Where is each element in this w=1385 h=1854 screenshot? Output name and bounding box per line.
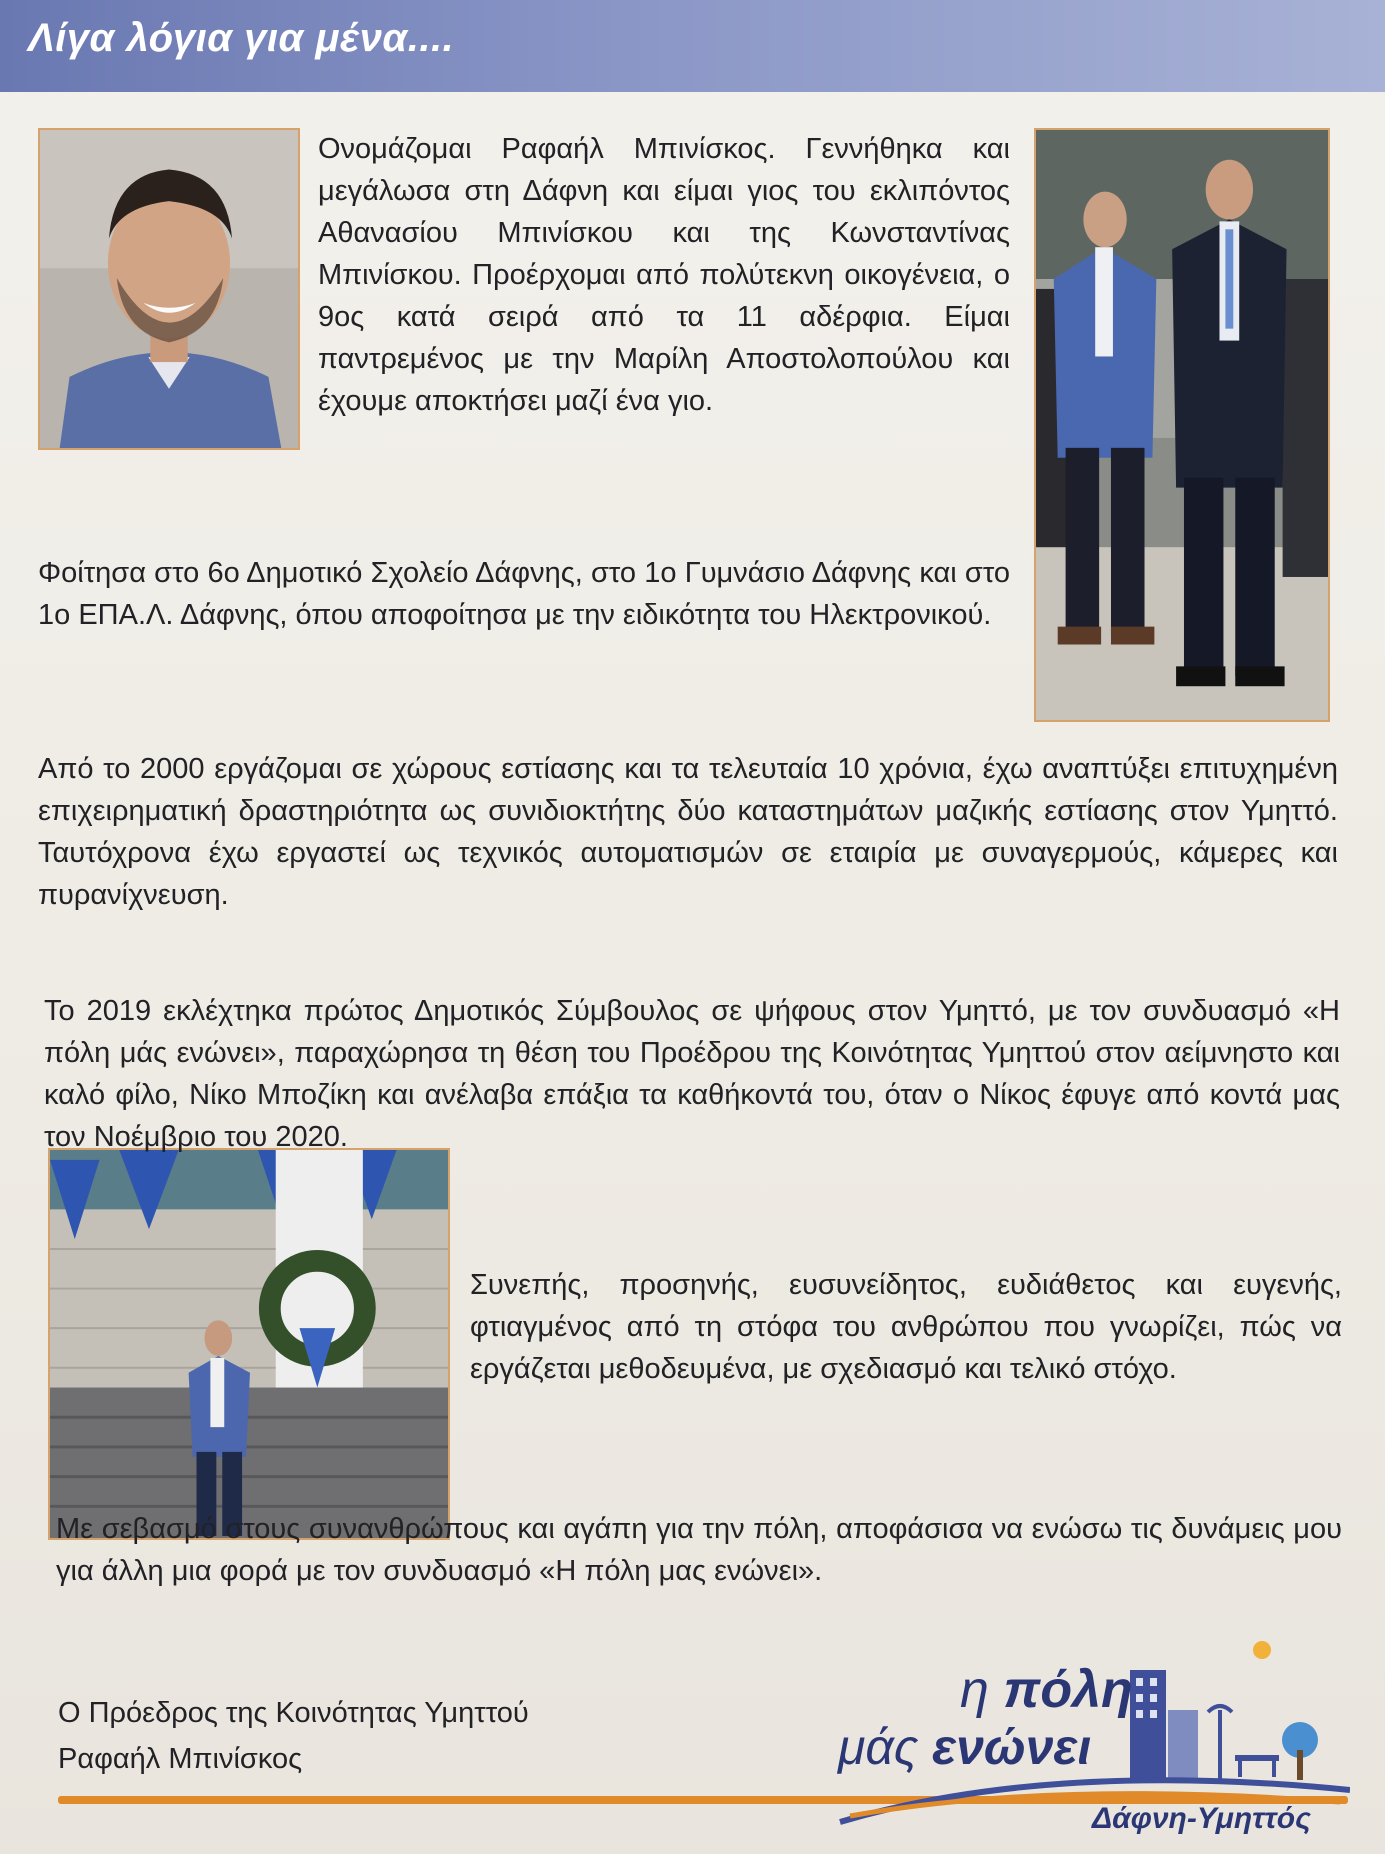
paragraph-5 <box>470 1264 1342 1390</box>
paragraph-5-text: Συνεπής, προσηνής, ευσυνείδητος, ευδιάθετος και ευγενής, φτιαγμένος από τη στόφα του ανθρώπου που γνωρίζει, πώς να εργάζεται μεθοδευμένα, με σχεδιασμό και τελικό στόχο. <box>470 1269 1342 1385</box>
paragraph-6-text: Με σεβασμό στους συνανθρώπους και αγάπη για την πόλη, αποφάσισα να ενώσω τις δυνάμεις μου για άλλη μια φορά με τον συνδυασμό «Η πόλη μας ενώνει». <box>56 1513 1342 1587</box>
logo-word-mas: μάς <box>838 1719 919 1775</box>
campaign-logo <box>830 1640 1350 1835</box>
logo-subtitle: Δάφνη-Υμηττός <box>1092 1802 1311 1835</box>
portrait-photo <box>38 128 300 450</box>
signature-role: Ο Πρόεδρος της Κοινότητας Υμηττού <box>58 1697 529 1729</box>
paragraph-6 <box>56 1508 1342 1592</box>
page-title: Λίγα λόγια για μένα.... <box>28 16 455 60</box>
paragraph-4 <box>44 990 1340 1158</box>
paragraph-2 <box>38 552 1010 636</box>
signature-name: Ραφαήλ Μπινίσκος <box>58 1743 303 1775</box>
group-photo <box>1034 128 1330 722</box>
paragraph-2-text: Φοίτησα στο 6ο Δημοτικό Σχολείο Δάφνης, στο 1ο Γυμνάσιο Δάφνης και στο 1ο ΕΠΑ.Λ. Δάφνης, όπου αποφοίτησα με την ειδικότητα του Ηλεκτρονικού. <box>38 557 1010 631</box>
paragraph-3 <box>38 748 1338 916</box>
logo-line-2 <box>838 1718 1091 1776</box>
header-band <box>0 0 1385 92</box>
paragraph-3-text: Από το 2000 εργάζομαι σε χώρους εστίασης και τα τελευταία 10 χρόνια, έχω αναπτύξει επιτυχημένη επιχειρηματική δραστηριότητα ως συνιδιοκτήτης δύο καταστημάτων μαζικής εστίασης στον Υμηττό. Ταυτόχρονα έχω εργαστεί ως τεχνικός αυτοματισμών σε εταιρία με συναγερμούς, κάμερες και πυρανίχνευση. <box>38 753 1338 911</box>
logo-word-enonei: ενώνει <box>932 1719 1092 1775</box>
paragraph-4-text: Το 2019 εκλέχτηκα πρώτος Δημοτικός Σύμβουλος σε ψήφους στον Υμηττό, με τον συνδυασμό «Η πόλη μάς ενώνει», παραχώρησα τη θέση του Προέδρου της Κοινότητας Υμηττού στον αείμνηστο και καλό φίλο, Νίκο Μποζίκη και ανέλαβα επάξια τα καθήκοντά του, όταν ο Νίκος έφυγε από κοντά μας τον Νοέμβριο του 2020. <box>44 995 1340 1153</box>
signature-block <box>58 1690 529 1782</box>
logo-line-1 <box>960 1660 1133 1720</box>
logo-word-h: η <box>960 1661 989 1719</box>
paragraph-1 <box>318 128 1010 422</box>
logo-word-poli: πόλη <box>1003 1661 1133 1719</box>
paragraph-1-text: Ονομάζομαι Ραφαήλ Μπινίσκος. Γεννήθηκα και μεγάλωσα στη Δάφνη και είμαι γιος του εκλιπόντος Αθανασίου Μπινίσκου και της Κωνσταντίνας Μπινίσκου. Προέρχομαι από πολύτεκνη οικογένεια, ο 9ος κατά σειρά από τα 11 αδέρφια. Είμαι παντρεμένος με την Μαρίλη Αποστολοπούλου και έχουμε αποκτήσει μαζί ένα γιο. <box>318 133 1010 417</box>
monument-photo <box>48 1148 450 1540</box>
